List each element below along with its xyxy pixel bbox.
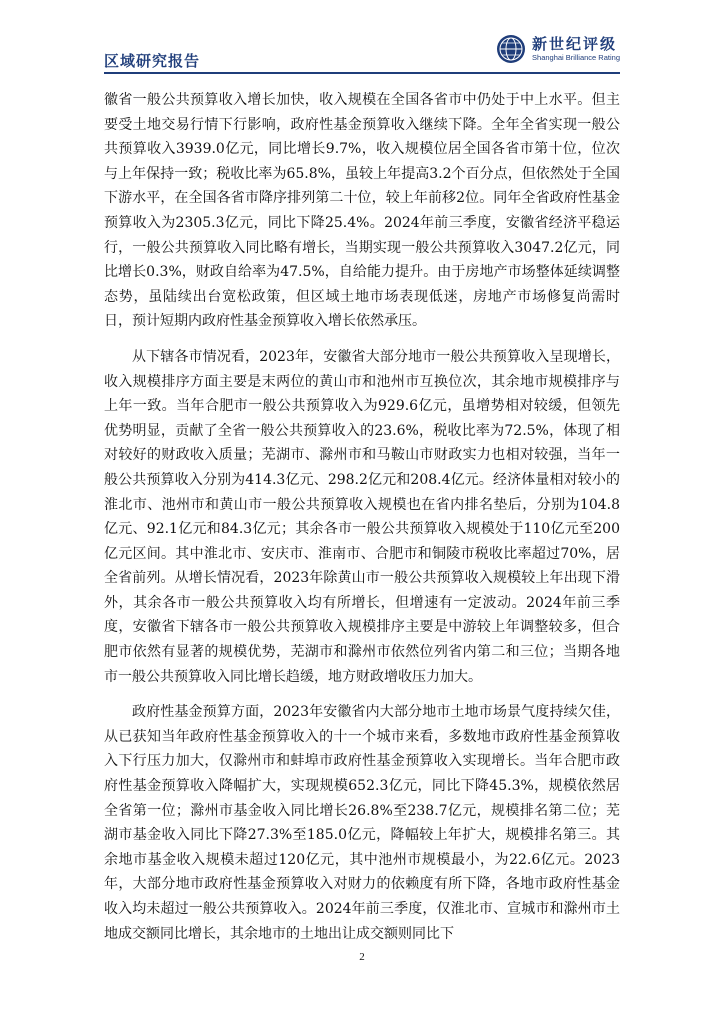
logo-english-name: Shanghai Brilliance Rating xyxy=(532,53,620,62)
report-title: 区域研究报告 xyxy=(104,52,201,70)
page-header xyxy=(104,30,620,74)
body-paragraph: 政府性基金预算方面，2023年安徽省内大部分地市土地市场景气度持续欠佳，从已获知当年政府性基金预算收入的十一个城市来看，多数地市政府性基金预算收入下行压力加大，仅滁州市和蚌埠市政府性基金预算收入实现增长。当年合肥市政府性基金预算收入降幅扩大，实现规模652.3亿元，同比下降45.3%，规模依然居全省第一位；滁州市基金收入同比增长26.8%至238.7亿元，规模排名第二位；芜湖市基金收入同比下降27.3%至185.0亿元，降幅较上年扩大，规模排名第三。其余地市基金收入规模未超过120亿元，其中池州市规模最小，为22.6亿元。2023年，大部分地市政府性基金预算收入对财力的依赖度有所下降，各地市政府性基金收入均未超过一般公共预算收入。2024年前三季度，仅淮北市、宣城市和滁州市土地成交额同比增长，其余地市的土地出让成交额则同比下 xyxy=(104,704,620,942)
page-number: 2 xyxy=(359,951,365,963)
body-paragraph: 从下辖各市情况看，2023年，安徽省大部分地市一般公共预算收入呈现增长，收入规模排序方面主要是末两位的黄山市和池州市互换位次，其余地市规模排序与上年一致。当年合肥市一般公共预算收入为929.6亿元，虽增势相对较缓，但领先优势明显，贡献了全省一般公共预算收入的23.6%，税收比率为72.5%，体现了相对较好的财政收入质量；芜湖市、滁州市和马鞍山市财政实力也相对较强，当年一般公共预算收入分别为414.3亿元、298.2亿元和208.4亿元。经济体量相对较小的淮北市、池州市和黄山市一般公共预算收入规模也在省内排名垫后，分别为104.8亿元、92.1亿元和84.3亿元；其余各市一般公共预算收入规模处于110亿元至200亿元区间。其中淮北市、安庆市、淮南市、合肥市和铜陵市税收比率超过70%，居全省前列。从增长情况看，2023年除黄山市一般公共预算收入规模较上年出现下滑外，其余各市一般公共预算收入均有所增长，但增速有一定波动。2024年前三季度，安徽省下辖各市一般公共预算收入规模排序主要是中游较上年调整较多，但合肥市依然有显著的规模优势，芜湖市和滁州市依然位列省内第二和三位；当期各地市一般公共预算收入同比增长趋缓，地方财政增收压力加大。 xyxy=(104,348,620,685)
report-body xyxy=(104,88,620,946)
company-logo xyxy=(496,30,620,68)
body-paragraph: 徽省一般公共预算收入增长加快，收入规模在全国各省市中仍处于中上水平。但主要受土地交易行情下行影响，政府性基金预算收入继续下降。全年全省实现一般公共预算收入3939.0亿元，同比增长9.7%，收入规模位居全国各省市第十位，位次与上年保持一致；税收比率为65.8%，虽较上年提高3.2个百分点，但依然处于全国下游水平，在全国各省市降序排列第二十位，较上年前移2位。同年全省政府性基金预算收入为2305.3亿元，同比下降25.4%。2024年前三季度，安徽省经济平稳运行，一般公共预算收入同比略有增长，当期实现一般公共预算收入3047.2亿元，同比增长0.3%，财政自给率为47.5%，自给能力提升。由于房地产市场整体延续调整态势，虽陆续出台宽松政策，但区域土地市场表现低迷，房地产市场修复尚需时日，预计短期内政府性基金预算收入增长依然承压。 xyxy=(104,92,620,330)
header-divider xyxy=(104,72,620,74)
globe-emblem-icon xyxy=(496,34,526,64)
logo-chinese-name: 新世纪评级 xyxy=(532,35,618,53)
